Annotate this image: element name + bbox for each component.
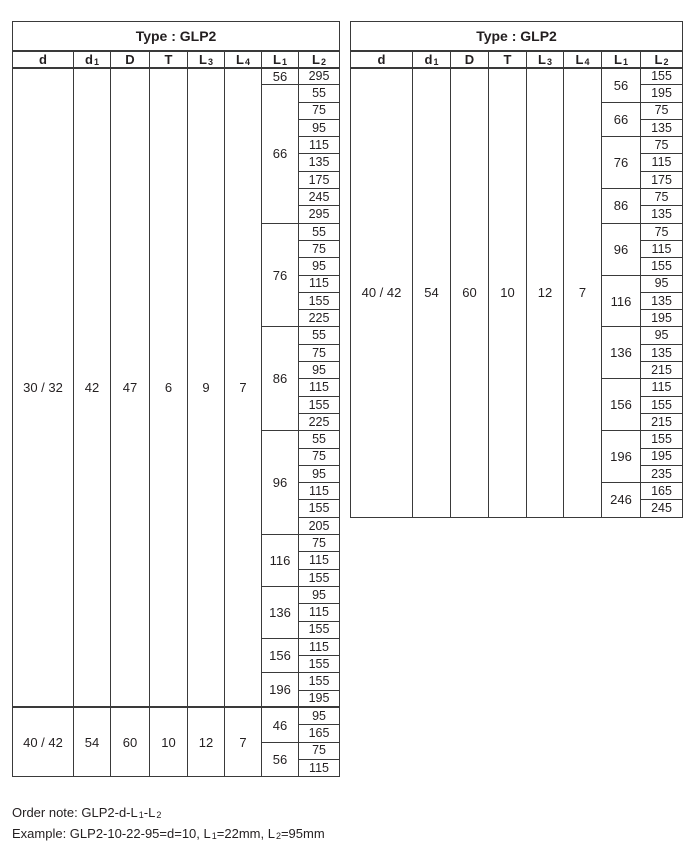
cell-l2: 95 xyxy=(641,275,683,292)
example-text: Example: GLP2-10-22-95=d=10, L xyxy=(12,826,211,841)
column-header-label: T xyxy=(503,51,512,67)
cell-l2: 55 xyxy=(299,223,340,240)
cell-l1: 136 xyxy=(262,586,299,638)
cell-l2: 155 xyxy=(641,258,683,275)
cell-l1: 196 xyxy=(602,431,641,483)
column-header xyxy=(527,51,564,68)
cell-d: 40 / 42 xyxy=(13,707,74,776)
cell-l2: 75 xyxy=(299,448,340,465)
cell-l2: 75 xyxy=(641,223,683,240)
cell-l1: 116 xyxy=(602,275,641,327)
cell-l2: 135 xyxy=(641,206,683,223)
cell-d: 40 / 42 xyxy=(351,68,413,518)
column-header xyxy=(74,51,111,68)
example-sub1: 1 xyxy=(211,831,217,841)
right-spec-table xyxy=(350,21,683,518)
column-header-label: D xyxy=(125,51,135,67)
column-header-label: d xyxy=(377,51,386,67)
example-mid: =22mm, L xyxy=(216,826,275,841)
cell-d: 30 / 32 xyxy=(13,68,74,708)
cell-l2: 115 xyxy=(641,240,683,257)
column-header-subscript: 1 xyxy=(622,56,628,67)
cell-l2: 245 xyxy=(641,500,683,517)
column-header xyxy=(451,51,489,68)
table-row xyxy=(13,68,340,85)
order-notes xyxy=(12,803,325,845)
column-header-label: d xyxy=(424,51,433,67)
cell-l1: 56 xyxy=(262,68,299,85)
column-header-subscript: 2 xyxy=(663,56,669,67)
cell-l1: 96 xyxy=(262,431,299,535)
column-header-label: L xyxy=(614,51,622,67)
cell-l2: 55 xyxy=(299,327,340,344)
cell-l2: 155 xyxy=(299,500,340,517)
cell-l2: 155 xyxy=(299,569,340,586)
cell-l2: 155 xyxy=(299,396,340,413)
header-row xyxy=(351,51,683,68)
cell-l2: 75 xyxy=(299,742,340,759)
cell-l2: 115 xyxy=(299,759,340,776)
cell-l2: 155 xyxy=(641,396,683,413)
column-header-label: L xyxy=(654,51,663,67)
column-header xyxy=(602,51,641,68)
cell-l2: 115 xyxy=(299,604,340,621)
cell-l2: 135 xyxy=(641,292,683,309)
column-header-label: d xyxy=(85,51,93,67)
cell-l2: 165 xyxy=(299,725,340,742)
cell-l2: 95 xyxy=(299,119,340,136)
cell-l2: 55 xyxy=(299,431,340,448)
cell-l2: 205 xyxy=(299,517,340,534)
cell-l2: 95 xyxy=(299,362,340,379)
example-sub2: 2 xyxy=(275,831,281,841)
cell-l3: 12 xyxy=(188,707,225,776)
cell-d1: 54 xyxy=(74,707,111,776)
cell-l2: 95 xyxy=(299,586,340,603)
column-header-label: d xyxy=(39,51,47,67)
cell-l2: 75 xyxy=(299,102,340,119)
cell-l2: 245 xyxy=(299,189,340,206)
cell-l2: 295 xyxy=(299,68,340,85)
cell-l1: 56 xyxy=(262,742,299,777)
left-spec-table xyxy=(12,21,340,777)
order-note-sub2: 2 xyxy=(156,810,162,820)
cell-l1: 116 xyxy=(262,535,299,587)
cell-l2: 115 xyxy=(299,137,340,154)
cell-l2: 225 xyxy=(299,310,340,327)
cell-d: 47 xyxy=(111,68,150,708)
column-header-subscript: 1 xyxy=(281,56,287,67)
table-row xyxy=(351,68,683,85)
cell-l1: 76 xyxy=(262,223,299,327)
cell-l3: 9 xyxy=(188,68,225,708)
cell-l2: 195 xyxy=(641,85,683,102)
cell-t: 10 xyxy=(150,707,188,776)
cell-l2: 155 xyxy=(299,656,340,673)
column-header xyxy=(225,51,262,68)
column-header xyxy=(299,51,340,68)
cell-l2: 75 xyxy=(641,137,683,154)
cell-l2: 295 xyxy=(299,206,340,223)
cell-l2: 75 xyxy=(299,535,340,552)
cell-l2: 75 xyxy=(641,102,683,119)
cell-l2: 55 xyxy=(299,85,340,102)
column-header xyxy=(641,51,683,68)
column-header-label: T xyxy=(164,51,173,67)
cell-d1: 54 xyxy=(413,68,451,518)
cell-d: 60 xyxy=(111,707,150,776)
cell-l2: 225 xyxy=(299,413,340,430)
cell-l2: 195 xyxy=(641,448,683,465)
cell-l2: 115 xyxy=(299,483,340,500)
table-title: Type : GLP2 xyxy=(13,22,340,51)
cell-l2: 155 xyxy=(641,431,683,448)
cell-l2: 75 xyxy=(641,189,683,206)
cell-l2: 155 xyxy=(641,68,683,85)
cell-l2: 235 xyxy=(641,465,683,482)
table-title: Type : GLP2 xyxy=(351,22,683,51)
column-header-label: D xyxy=(464,51,475,67)
cell-l2: 135 xyxy=(299,154,340,171)
cell-l1: 66 xyxy=(262,85,299,223)
cell-d1: 42 xyxy=(74,68,111,708)
cell-l2: 115 xyxy=(299,638,340,655)
cell-l2: 175 xyxy=(641,171,683,188)
cell-t: 10 xyxy=(489,68,527,518)
column-header-subscript: 1 xyxy=(433,56,439,67)
cell-l2: 215 xyxy=(641,362,683,379)
column-header-label: L xyxy=(273,51,281,67)
cell-l3: 12 xyxy=(527,68,564,518)
order-note-sub1: 1 xyxy=(138,810,144,820)
cell-l4: 7 xyxy=(225,68,262,708)
column-header xyxy=(13,51,74,68)
cell-l1: 86 xyxy=(262,327,299,431)
column-header-subscript: 3 xyxy=(546,56,552,67)
title-row xyxy=(351,22,683,51)
cell-l2: 195 xyxy=(641,310,683,327)
column-header-subscript: 2 xyxy=(320,56,326,67)
cell-l1: 156 xyxy=(262,638,299,673)
cell-l2: 115 xyxy=(299,379,340,396)
cell-l2: 95 xyxy=(299,465,340,482)
cell-l1: 56 xyxy=(602,68,641,103)
cell-l2: 115 xyxy=(641,154,683,171)
cell-l2: 155 xyxy=(299,621,340,638)
cell-l2: 115 xyxy=(299,275,340,292)
cell-l1: 136 xyxy=(602,327,641,379)
column-header-subscript: 1 xyxy=(93,56,99,67)
cell-l2: 95 xyxy=(641,327,683,344)
cell-l1: 96 xyxy=(602,223,641,275)
column-header xyxy=(111,51,150,68)
column-header-label: L xyxy=(199,51,207,67)
title-row xyxy=(13,22,340,51)
cell-l2: 115 xyxy=(299,552,340,569)
cell-l1: 196 xyxy=(262,673,299,708)
column-header xyxy=(351,51,413,68)
header-row xyxy=(13,51,340,68)
cell-l2: 175 xyxy=(299,171,340,188)
cell-l1: 46 xyxy=(262,707,299,742)
cell-l2: 95 xyxy=(299,258,340,275)
cell-l2: 115 xyxy=(641,379,683,396)
cell-l1: 66 xyxy=(602,102,641,137)
column-header-label: L xyxy=(312,51,320,67)
column-header xyxy=(413,51,451,68)
cell-l1: 76 xyxy=(602,137,641,189)
cell-l4: 7 xyxy=(564,68,602,518)
cell-l2: 135 xyxy=(641,119,683,136)
cell-t: 6 xyxy=(150,68,188,708)
order-note-line xyxy=(12,803,325,824)
table-row xyxy=(13,707,340,724)
cell-l2: 195 xyxy=(299,690,340,707)
cell-l2: 75 xyxy=(299,240,340,257)
column-header-subscript: 4 xyxy=(244,56,250,67)
example-line xyxy=(12,824,325,845)
cell-l1: 246 xyxy=(602,483,641,518)
cell-l1: 86 xyxy=(602,189,641,224)
column-header xyxy=(489,51,527,68)
column-header xyxy=(564,51,602,68)
cell-l2: 155 xyxy=(299,673,340,690)
example-end: =95mm xyxy=(280,826,325,841)
column-header xyxy=(150,51,188,68)
cell-l2: 165 xyxy=(641,483,683,500)
order-note-text: Order note: GLP2-d-L xyxy=(12,805,138,820)
column-header xyxy=(188,51,225,68)
order-note-mid: -L xyxy=(143,805,156,820)
column-header xyxy=(262,51,299,68)
column-header-label: L xyxy=(236,51,244,67)
cell-l2: 215 xyxy=(641,413,683,430)
column-header-subscript: 4 xyxy=(584,56,590,67)
column-header-label: L xyxy=(575,51,584,67)
column-header-subscript: 3 xyxy=(207,56,213,67)
cell-l4: 7 xyxy=(225,707,262,776)
cell-d: 60 xyxy=(451,68,489,518)
cell-l2: 135 xyxy=(641,344,683,361)
cell-l1: 156 xyxy=(602,379,641,431)
cell-l2: 75 xyxy=(299,344,340,361)
column-header-label: L xyxy=(538,51,546,67)
cell-l2: 155 xyxy=(299,292,340,309)
cell-l2: 95 xyxy=(299,707,340,724)
